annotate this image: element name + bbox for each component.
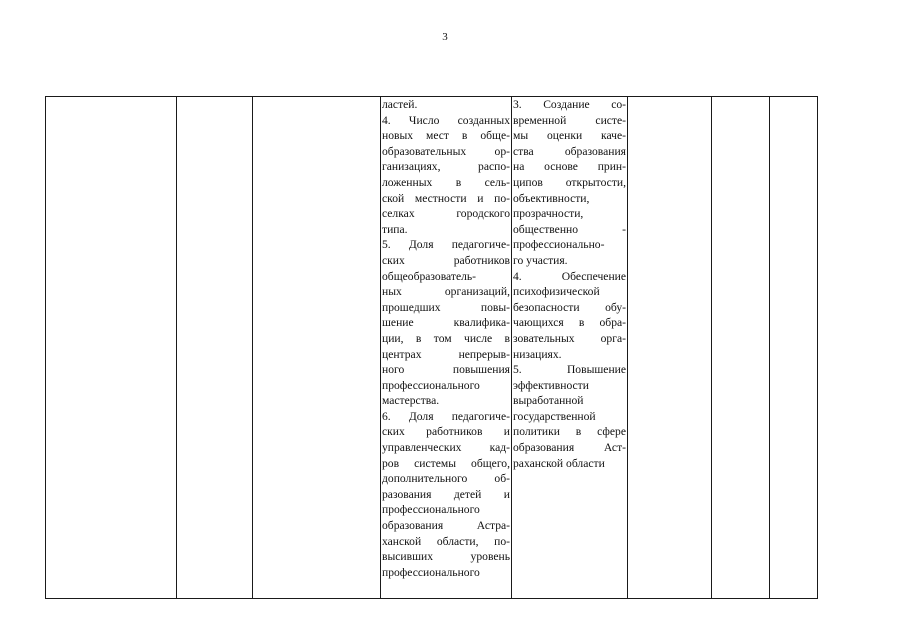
indicators-line: прошедших повы- (382, 300, 510, 314)
tasks-line: ципов открытости, (513, 175, 626, 189)
indicators-line: ложенных в сель- (382, 175, 510, 189)
indicators-line: мастерства. (382, 394, 440, 408)
tasks-line: временной систе- (513, 113, 626, 127)
indicators-text (381, 97, 511, 580)
tasks-line: го участия. (513, 253, 568, 267)
indicators-line: разования детей и (382, 487, 510, 501)
table-cell-tasks (512, 97, 628, 599)
tasks-text (512, 97, 627, 471)
tasks-line: общественно - (513, 222, 626, 236)
table-row (46, 97, 818, 599)
tasks-line: образования Аст- (513, 441, 626, 455)
indicators-line: ного повышения (382, 363, 510, 377)
tasks-line: эффективности (513, 378, 589, 392)
indicators-line: типа. (382, 222, 408, 236)
indicators-line: селках городского (382, 207, 510, 221)
program-table (45, 96, 818, 599)
table-cell-2 (177, 97, 253, 599)
indicators-line: 4. Число созданных (382, 113, 510, 127)
indicators-line: профессионального (382, 378, 480, 392)
tasks-line: зовательных орга- (513, 331, 626, 345)
indicators-line: ров системы общего, (382, 456, 510, 470)
tasks-line: раханской области (513, 456, 605, 470)
tasks-line: государственной (513, 409, 596, 423)
tasks-line: на основе прин- (513, 160, 626, 174)
indicators-line: профессионального (382, 565, 480, 579)
tasks-line: 5. Повышение (513, 363, 626, 377)
tasks-line: профессионально- (513, 238, 605, 252)
table-cell-1 (46, 97, 177, 599)
indicators-line: ции, в том числе в (382, 331, 510, 345)
tasks-line: прозрачности, (513, 207, 584, 221)
table-cell-8 (770, 97, 818, 599)
indicators-line: 5. Доля педагогиче- (382, 238, 510, 252)
indicators-line: ской местности и по- (382, 191, 510, 205)
tasks-line: чающихся в обра- (513, 316, 626, 330)
indicators-line: центрах непрерыв- (382, 347, 510, 361)
indicators-line: шение квалифика- (382, 316, 510, 330)
tasks-line: низациях. (513, 347, 562, 361)
indicators-line: ганизациях, распо- (382, 160, 510, 174)
indicators-line: образования Астра- (382, 519, 510, 533)
indicators-line: профессионального (382, 503, 480, 517)
tasks-line: мы оценки каче- (513, 129, 626, 143)
tasks-line: безопасности обу- (513, 300, 626, 314)
indicators-line: образовательных ор- (382, 144, 510, 158)
indicators-line: ластей. (382, 98, 418, 111)
tasks-line: 4. Обеспечение (513, 269, 626, 283)
indicators-line: ных организаций, (382, 285, 510, 299)
table-cell-6 (628, 97, 712, 599)
indicators-line: ханской области, по- (382, 534, 510, 548)
indicators-line: новых мест в обще- (382, 129, 510, 143)
indicators-line: ских работников и (382, 425, 510, 439)
indicators-line: ских работников (382, 253, 510, 267)
table-cell-7 (712, 97, 770, 599)
indicators-line: высивших уровень (382, 550, 510, 564)
page-number: 3 (442, 31, 448, 43)
tasks-line: психофизической (513, 285, 600, 299)
tasks-line: 3. Создание со- (513, 98, 626, 111)
tasks-line: выработанной (513, 394, 584, 408)
indicators-line: управленческих кад- (382, 441, 510, 455)
table-cell-3 (253, 97, 381, 599)
indicators-line: 6. Доля педагогиче- (382, 409, 510, 423)
tasks-line: политики в сфере (513, 425, 626, 439)
table-cell-indicators (381, 97, 512, 599)
indicators-line: дополнительного об- (382, 472, 510, 486)
tasks-line: ства образования (513, 144, 626, 158)
indicators-line: общеобразователь- (382, 269, 477, 283)
tasks-line: объективности, (513, 191, 590, 205)
